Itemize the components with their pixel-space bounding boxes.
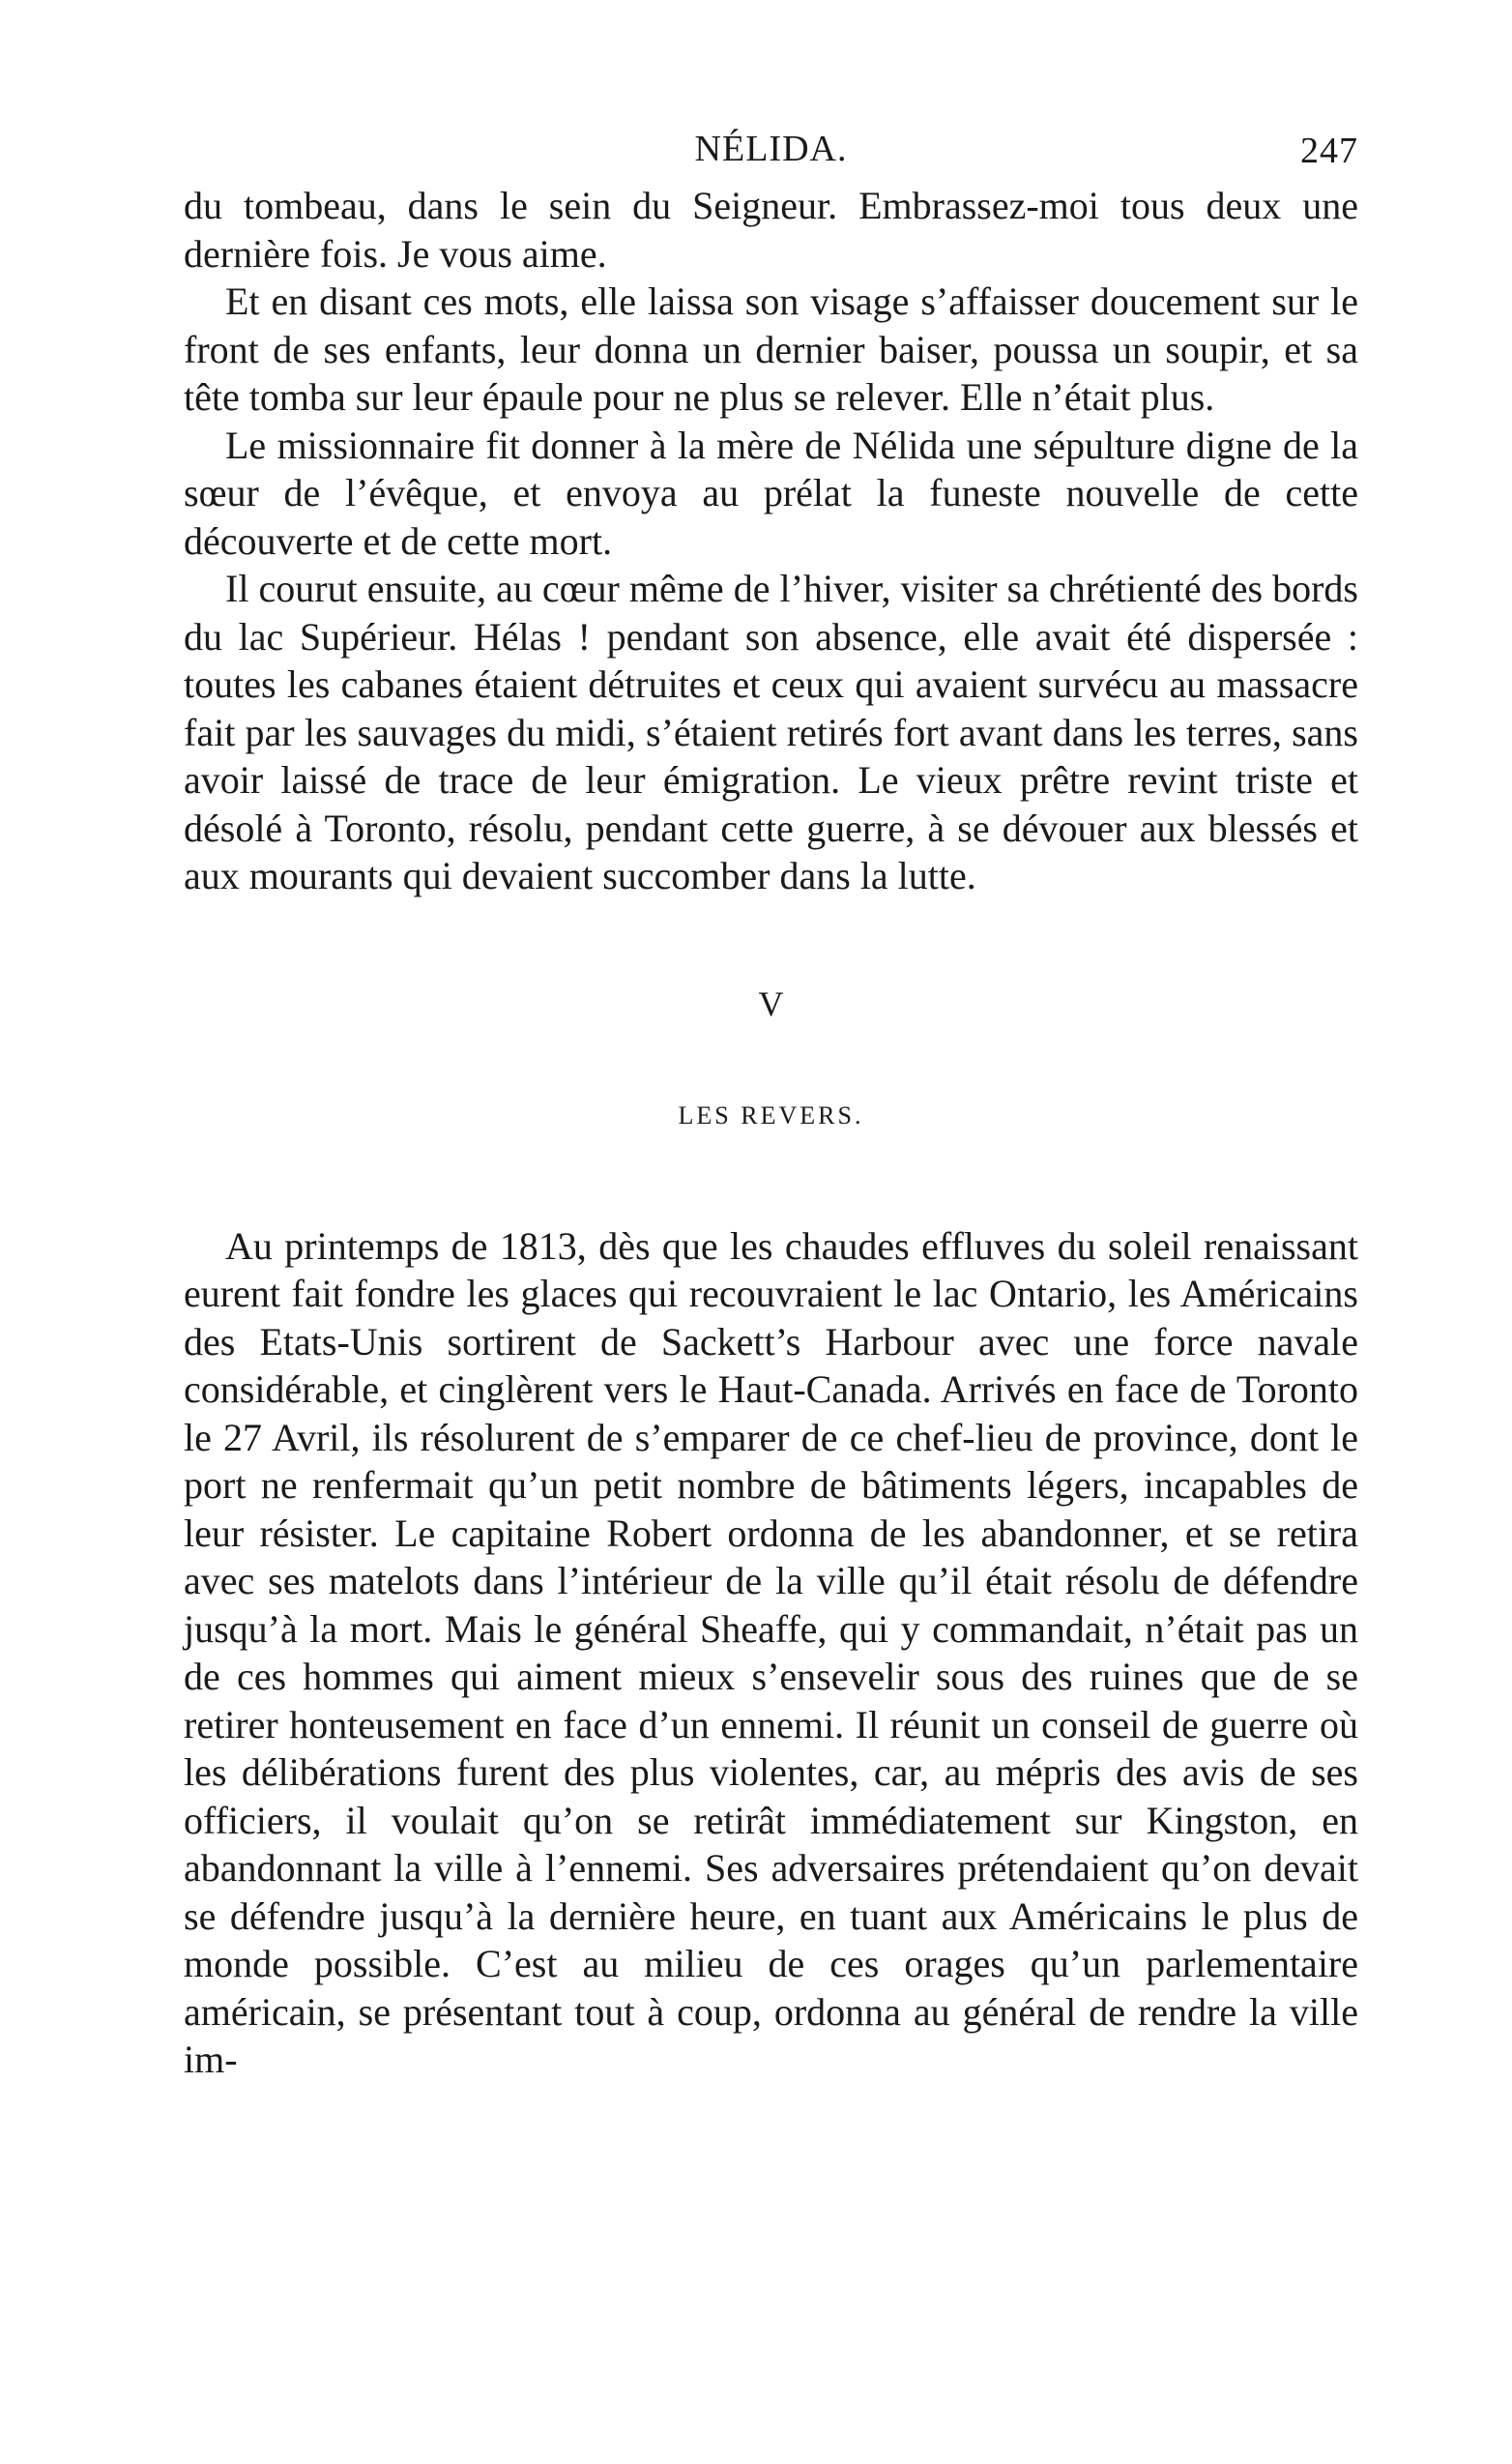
paragraph: Le missionnaire fit donner à la mère de Nélida une sépulture digne de la sœur de l’évêque, et envoya au prélat la funeste nouvelle de cette découverte et de cette mort.: [184, 423, 1358, 563]
paragraph: Il courut ensuite, au cœur même de l’hiver, visiter sa chrétienté des bords du lac Supérieur. Hélas ! pendant son absence, elle avait été dispersée : toutes les cabanes étaient détruites et ceux qui avaient survécu au massacre fait par les sauvages du midi, s’étaient retirés fort avant dans les terres, sans avoir laissé de trace de leur émigration. Le vieux prêtre revint triste et désolé à Toronto, résolu, pendant cette guerre, à se dévouer aux blessés et aux mourants qui devaient succomber dans la lutte.: [184, 567, 1358, 897]
section-numeral: V: [758, 983, 784, 1023]
paragraph: du tombeau, dans le sein du Seigneur. Embrassez-moi tous deux une dernière fois. Je vous aime.: [184, 184, 1358, 276]
section-body: [184, 1222, 1358, 2084]
paragraph: Au printemps de 1813, dès que les chaudes effluves du soleil renaissant eurent fait fondre les glaces qui recouvraient le lac Ontario, les Américains des Etats-Unis sortirent de Sackett’s Harbour avec une force navale considérable, et cinglèrent vers le Haut-Canada. Arrivés en face de Toronto le 27 Avril, ils résolurent de s’emparer de ce chef-lieu de province, dont le port ne renfermait qu’un petit nombre de bâtiments légers, incapables de leur résister. Le capitaine Robert ordonna de les abandonner, et se retira avec ses matelots dans l’intérieur de la ville qu’il était résolu de défendre jusqu’à la mort. Mais le général Sheaffe, qui y commandait, n’était pas un de ces hommes qui aiment mieux s’ensevelir sous des ruines que de se retirer honteusement en face d’un ennemi. Il réunit un conseil de guerre où les délibérations furent des plus violentes, car, au mépris des avis de ses officiers, il voulait qu’on se retirât immédiatement sur Kingston, en abandonnant la ville à l’ennemi. Ses adversaires prétendaient qu’on devait se défendre jusqu’à la dernière heure, en tuant aux Américains le plus de monde possible. C’est au milieu de ces orages qu’un parlementaire américain, se présentant tout à coup, ordonna au général de rendre la ville im-: [184, 1223, 1358, 2081]
page-number: 247: [1300, 131, 1358, 171]
book-page: [184, 124, 1358, 2084]
running-title: NÉLIDA.: [694, 129, 848, 169]
paragraph: Et en disant ces mots, elle laissa son visage s’affaisser doucement sur le front de ses enfants, leur donna un dernier baiser, poussa un soupir, et sa tête tomba sur leur épaule pour ne plus se relever. Elle n’était plus.: [184, 279, 1358, 419]
page-header: [184, 124, 1358, 182]
section-title: LES REVERS.: [678, 1100, 864, 1129]
